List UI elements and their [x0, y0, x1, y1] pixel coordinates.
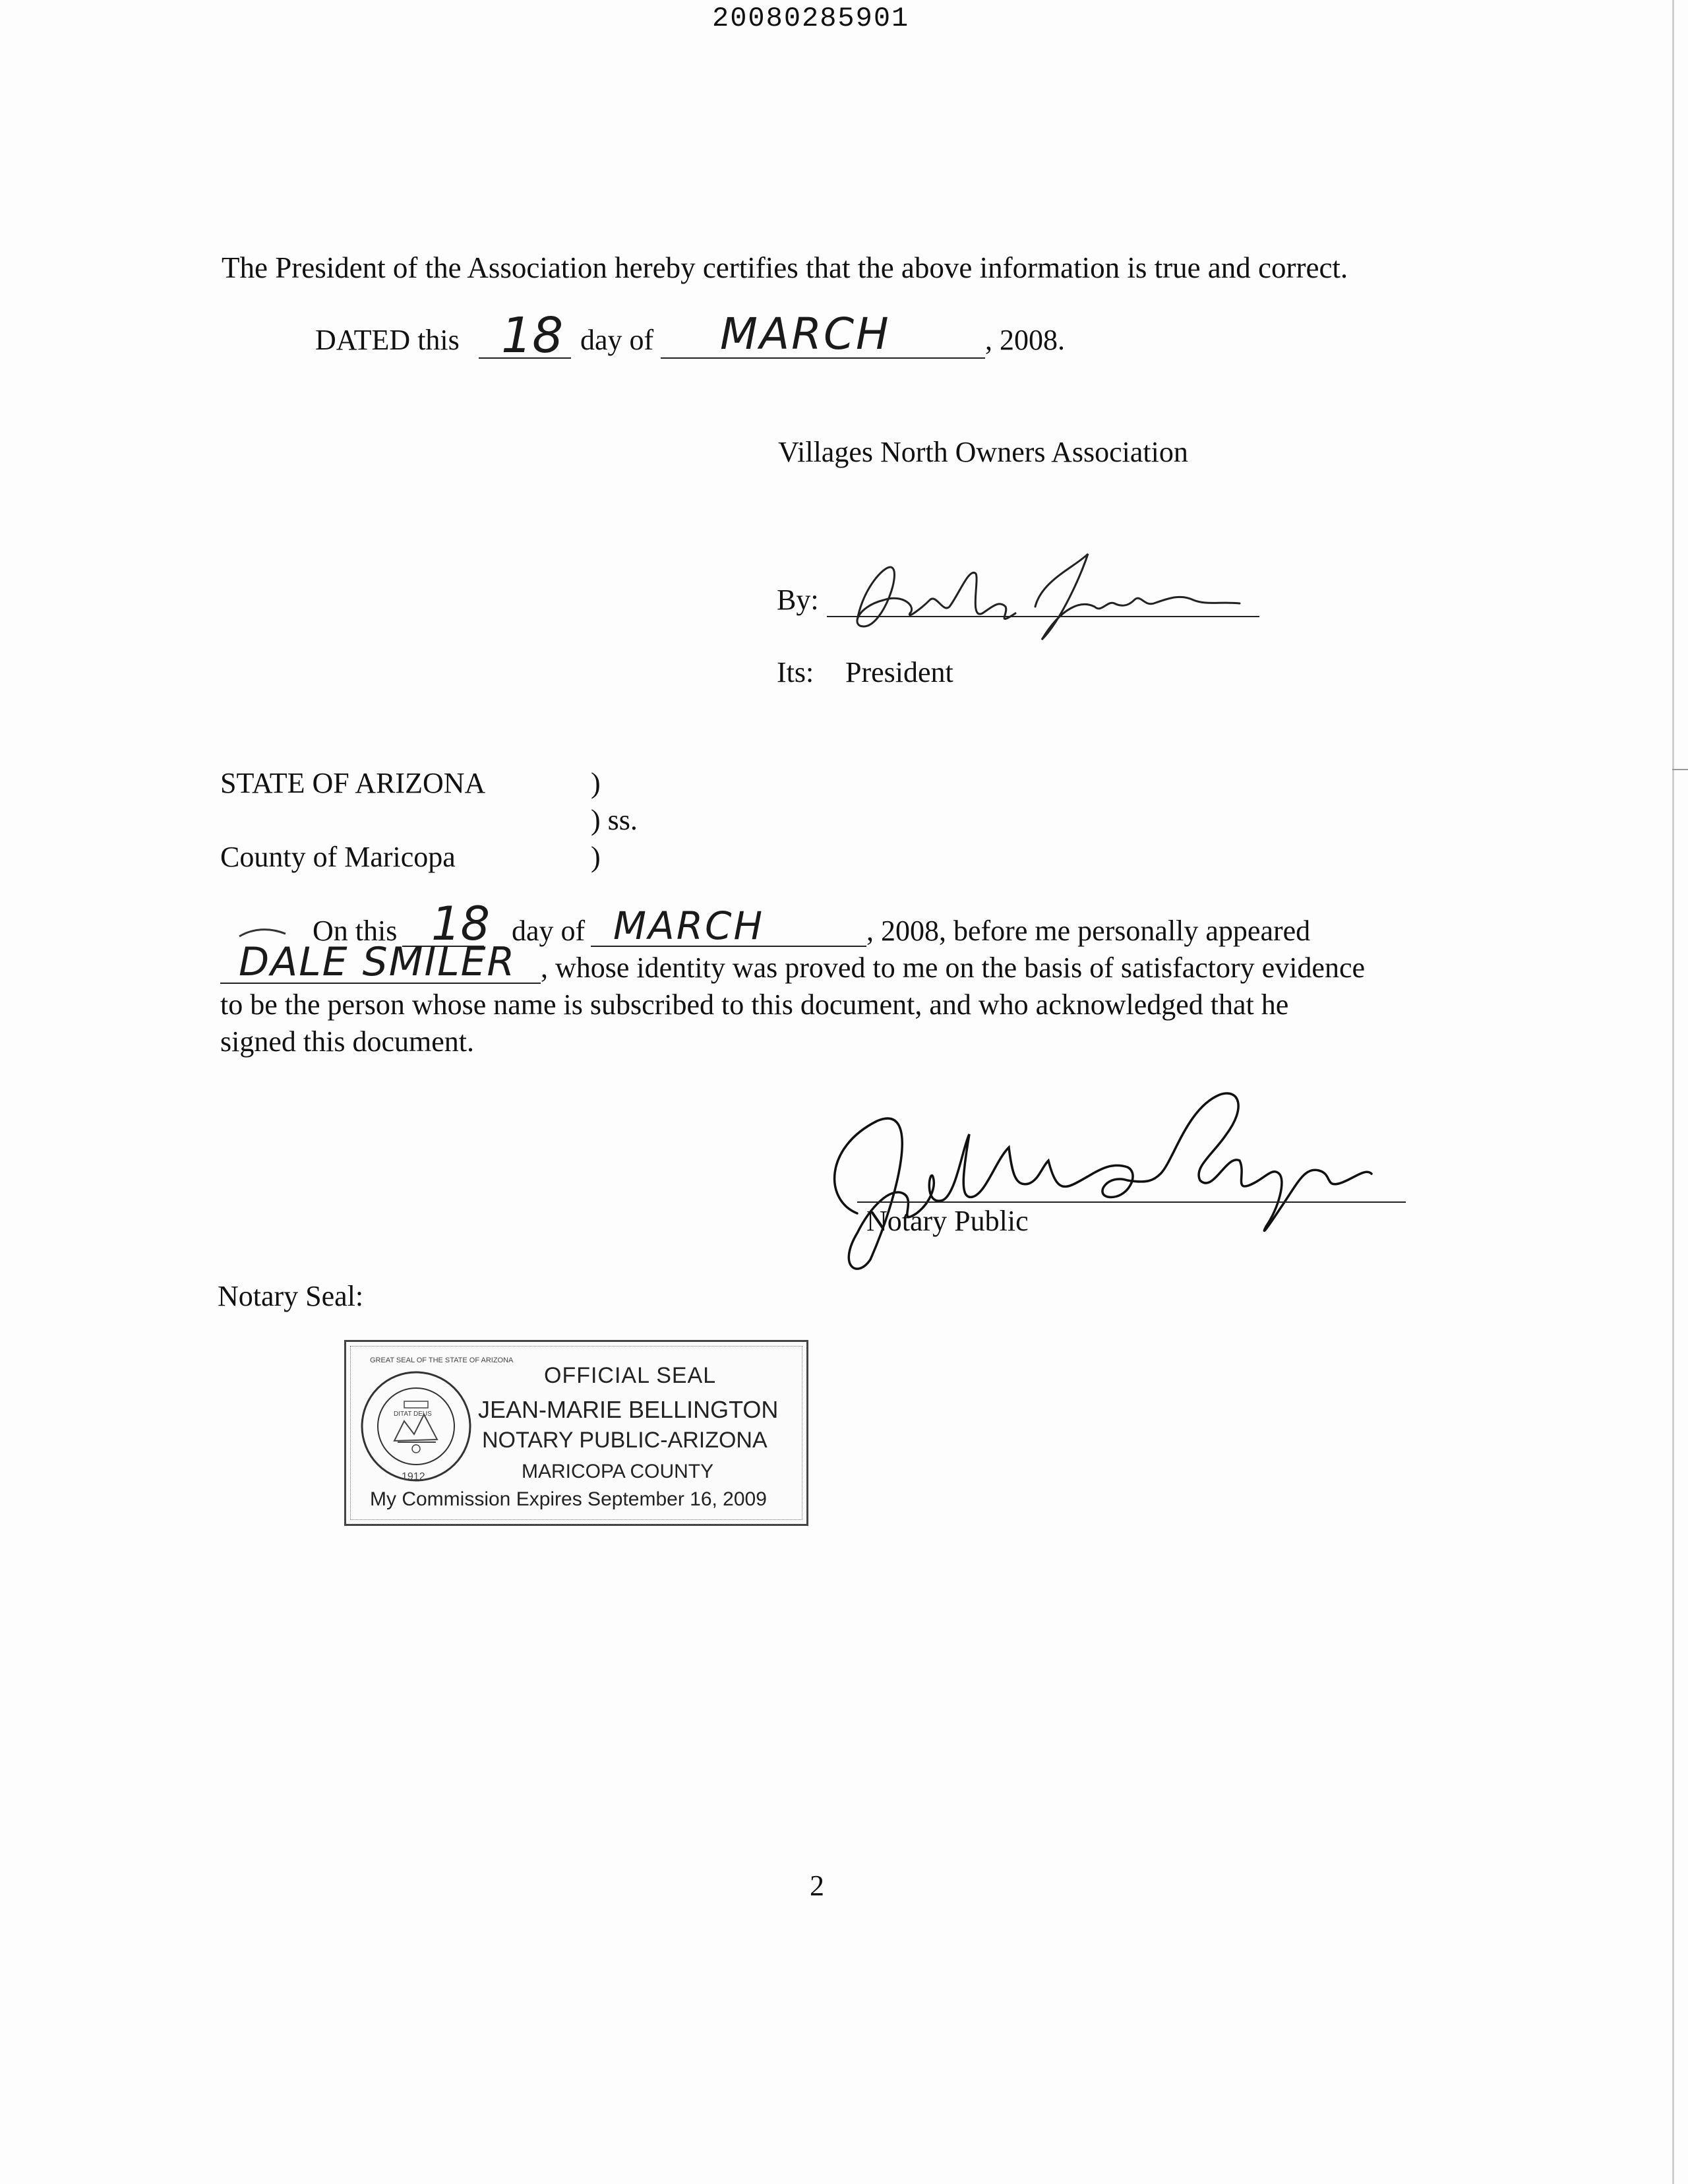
venue-paren-1: ): [591, 767, 601, 799]
seal-notary-public-state: NOTARY PUBLIC-ARIZONA: [482, 1428, 768, 1453]
seal-emblem-motto: DITAT DEUS: [394, 1410, 432, 1418]
notary-signature-line: [857, 1201, 1406, 1203]
notary-signature: [818, 1068, 1411, 1279]
dated-month-handwritten: MARCH: [720, 309, 891, 359]
ack-month-handwritten: MARCH: [613, 903, 765, 948]
official-seal-stamp: [344, 1340, 808, 1526]
dated-label: DATED this: [315, 324, 460, 356]
its-label: Its:: [777, 656, 814, 688]
association-name: Villages North Owners Association: [778, 436, 1188, 468]
dated-year: , 2008.: [985, 324, 1065, 356]
ack-name-handwritten: DALE SMILER: [239, 939, 516, 985]
ack-day-of: day of: [512, 915, 586, 947]
signer-title: President: [845, 656, 953, 688]
dated-day-of-label: day of: [580, 324, 654, 356]
ack-line3: to be the person whose name is subscribed to this document, and who acknowledged that he: [220, 988, 1289, 1021]
ack-line4: signed this document.: [220, 1025, 474, 1058]
notary-seal-label: Notary Seal:: [218, 1280, 364, 1312]
venue-paren-3: ): [591, 841, 601, 873]
venue-county: County of Maricopa: [220, 841, 456, 873]
seal-county: MARICOPA COUNTY: [522, 1461, 714, 1482]
notary-public-label: Notary Public: [866, 1205, 1029, 1237]
page-number: 2: [810, 1869, 824, 1902]
seal-emblem-year: 1912: [402, 1471, 425, 1482]
scan-edge: [1672, 0, 1674, 2184]
seal-commission-expiry: My Commission Expires September 16, 2009: [370, 1488, 767, 1510]
dated-day-handwritten: 18: [501, 307, 564, 364]
certification-statement: The President of the Association hereby certifies that the above information is true and correct.: [222, 251, 1348, 284]
ack-day-handwritten: 18: [431, 897, 491, 951]
arizona-state-seal-emblem: [358, 1368, 474, 1484]
document-number: 20080285901: [712, 3, 910, 34]
ack-on-this: On this: [313, 915, 398, 947]
ack-line2-suffix: , whose identity was proved to me on the basis of satisfactory evidence: [541, 952, 1366, 984]
venue-state: STATE OF ARIZONA: [220, 767, 486, 799]
venue-ss: ) ss.: [591, 804, 638, 836]
scan-edge-tick: [1672, 769, 1688, 770]
ack-line1-suffix: , 2008, before me personally appeared: [866, 915, 1311, 947]
by-label: By:: [777, 584, 819, 616]
seal-notary-name: JEAN-MARIE BELLINGTON: [478, 1396, 779, 1423]
president-signature: [844, 528, 1266, 646]
seal-emblem-ring-text: GREAT SEAL OF THE STATE OF ARIZONA: [370, 1356, 514, 1364]
seal-title: OFFICIAL SEAL: [544, 1363, 717, 1388]
